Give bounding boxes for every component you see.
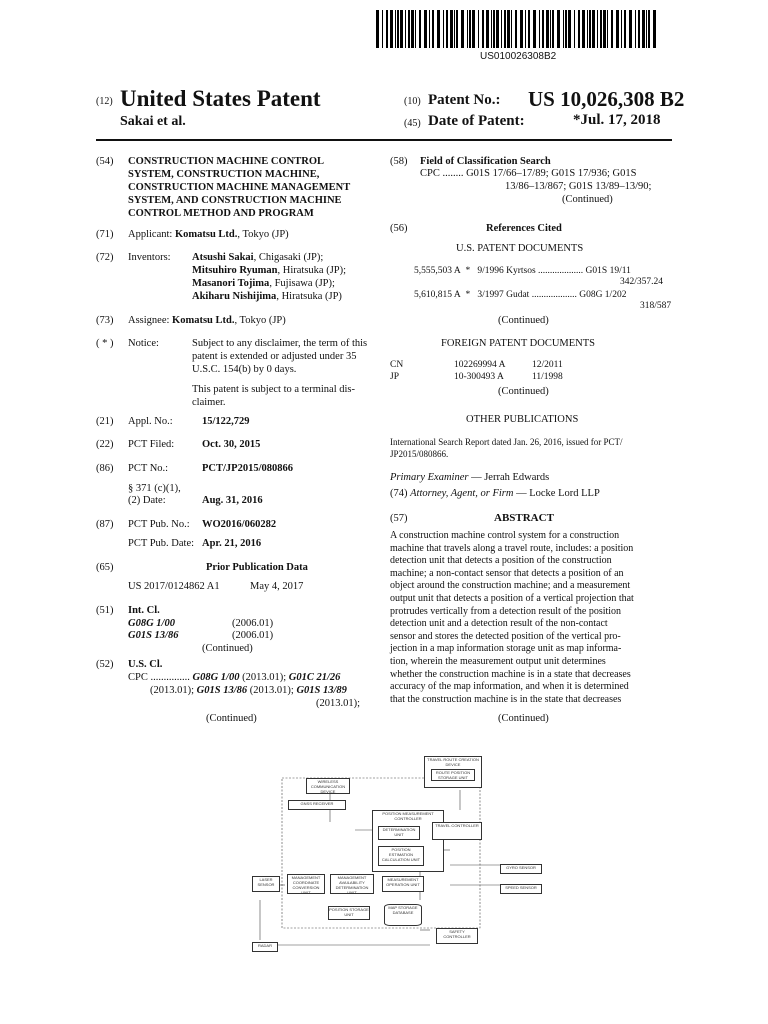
barcode-bar [397,10,399,48]
continued-note: (Continued) [206,713,257,724]
field-58-code: (58) [390,156,408,167]
barcode-bar [616,10,619,48]
abstract-title: ABSTRACT [494,512,554,524]
field-73-code: (73) [96,315,114,326]
pct-pub-no-label: PCT Pub. No.: [128,519,190,530]
us-doc-row: 5,555,503 A * 9/1996 Kyrtsos ................... G01S 19/11 [414,266,631,276]
travel-route-creation-box: TRAVEL ROUTE CREATION DEVICE ROUTE POSITION STORAGE UNIT [424,756,482,788]
laser-sensor-box: LASER SENSOR [252,876,280,892]
patent-date: *Jul. 17, 2018 [573,112,661,128]
wireless-comm-box: WIRELESS COMMUNICATION DEVICE [306,778,350,794]
barcode-bar [376,10,379,48]
estimation-box: POSITION ESTIMATION CALCULATION UNIT [378,846,424,866]
int-cl-version: (2006.01) [232,630,274,641]
int-cl-title: Int. Cl. [128,605,160,616]
foreign-country: JP [390,372,399,382]
barcode-bar [563,10,564,48]
barcode-bar [446,10,448,48]
barcode-bar [496,10,499,48]
barcode-bar [493,10,495,48]
title-line: SYSTEM, AND CONSTRUCTION MACHINE [128,195,342,206]
patent-no-label: Patent No.: [428,92,501,108]
other-publications-title: OTHER PUBLICATIONS [466,414,579,425]
barcode-bar [552,10,554,48]
barcode-bar [424,10,427,48]
title-line: SYSTEM, CONSTRUCTION MACHINE, [128,169,320,180]
continued-note: (Continued) [202,643,253,654]
barcode-bar [415,10,416,48]
barcode-bar [472,10,475,48]
barcode-bar [600,10,602,48]
map-storage-db: MAP STORAGE DATABASE [384,904,422,926]
invention-title [128,155,350,220]
notice-label: Notice: [128,338,159,349]
inventors-list [192,251,346,303]
section-371: § 371 (c)(1), [128,483,181,494]
continued-note: (Continued) [498,713,549,724]
barcode-bar [624,10,626,48]
inventor: Akiharu Nishijima, Hiratsuka (JP) [192,291,342,302]
barcode-bar [528,10,530,48]
us-docs-title: U.S. PATENT DOCUMENTS [456,243,584,254]
int-cl-class: G01S 13/86 [128,630,179,641]
pct-filed-label: PCT Filed: [128,439,175,450]
pct-no: PCT/JP2015/080866 [202,463,293,474]
barcode-bar [467,10,468,48]
header-rule [96,139,672,141]
position-storage-box: POSITION STORAGE UNIT [328,906,370,920]
barcode-bar [589,10,591,48]
route-position-storage-box: ROUTE POSITION STORAGE UNIT [431,769,475,781]
notice-text: Subject to any disclaimer, the term of this patent is extended or adjusted under 35 U.S.C. 154(b) by 0 days. This patent is subject to a terminal dis- claimer. [192,338,368,408]
barcode-bar [611,10,613,48]
barcode-bar [533,10,536,48]
abstract-text: A construction machine control system for a construction machine that travels along a travel route, includes: a position detection unit that detects a position of the construction machine; a non-contact sensor that detects a position of an object around the construction machine; and a measurement output unit that detects a position of a vertical projection that protrudes vertically from a detection result of the position detection unit and a detection result of the non-contact sensor and stores the detected position of the vertical pro- jection in a map information storage unit as map informa- tion, wherein the measurement output unit determines whether the construction machine is in a state that decreases accuracy of the map information, and when it is determined that the construction machine is in the state that decreases [390,530,634,705]
prior-pub-date: May 4, 2017 [250,581,304,592]
barcode-bar [603,10,606,48]
barcode-bar [511,10,512,48]
barcode-bar [642,10,645,48]
radar-box: RADAR [252,942,278,952]
barcode-bar [539,10,540,48]
prior-pub-number: US 2017/0124862 A1 [128,581,220,592]
barcode-bar [486,10,489,48]
barcode-bar [525,10,526,48]
determination-box: DETERMINATION UNIT [378,826,420,840]
barcode-bar [638,10,640,48]
foreign-number: 102269994 A [454,360,506,370]
classification-line: 13/86–13/867; G01S 13/89–13/90; [505,181,652,192]
barcode-bar [405,10,406,48]
barcode-bar [587,10,588,48]
notice-code: ( * ) [96,338,114,349]
classification-line: CPC ........ G01S 17/66–17/89; G01S 17/936; G01S [420,168,637,179]
barcode-bar [565,10,567,48]
cpc-line: (2013.01); [316,698,361,709]
int-cl-class: G08G 1/00 [128,618,175,629]
barcode-bar [461,10,464,48]
patent-number: US 10,026,308 B2 [528,87,685,111]
barcode-bar [546,10,549,48]
position-mgmt-box: POSITION MEASUREMENT CONTROLLER [372,810,444,872]
barcode-bar [507,10,510,48]
date-label: Date of Patent: [428,113,525,129]
barcode-bar [520,10,523,48]
pct-pub-date: Apr. 21, 2016 [202,538,262,549]
barcode-bar [542,10,544,48]
barcode-bar [501,10,502,48]
barcode-bar [597,10,598,48]
continued-note: (Continued) [498,315,549,326]
us-doc-subclass: 342/357.24 [620,277,664,287]
barcode-bar [429,10,430,48]
barcode-bar [621,10,622,48]
foreign-docs-title: FOREIGN PATENT DOCUMENTS [441,338,596,349]
title-line: CONTROL METHOD AND PROGRAM [128,208,314,219]
barcode-bar [653,10,656,48]
barcode-bar [478,10,479,48]
inventors-label: Inventors: [128,252,171,263]
barcode-number: US010026308B2 [480,51,557,62]
barcode-bar [382,10,383,48]
barcode-bar [386,10,388,48]
field-72-code: (72) [96,252,114,263]
pct-pub-no: WO2016/060282 [202,519,277,530]
cpc-line: CPC ............... G08G 1/00 (2013.01); G01C 21/26 [128,672,341,683]
safety-controller-box: SAFETY CONTROLLER [436,928,478,944]
barcode-bar [504,10,506,48]
travel-controller-box: TRAVEL CONTROLLER [432,822,482,840]
references-title: References Cited [486,223,562,234]
measurement-output-box: MEASUREMENT OPERATION UNIT [382,876,424,892]
other-publication: International Search Report dated Jan. 26, 2016, issued for PCT/ JP2015/080866. [390,437,623,459]
assignee: Assignee: Komatsu Ltd., Tokyo (JP) [128,315,286,326]
field-56-code: (56) [390,223,408,234]
field-54-code: (54) [96,156,114,167]
pct-filed-date: Oct. 30, 2015 [202,439,261,450]
barcode-bar [646,10,647,48]
barcode-bar [390,10,393,48]
barcode-bar [400,10,403,48]
attorney: (74) Attorney, Agent, or Firm — Locke Lord LLP [390,488,600,499]
patent-no-code: (10) [404,96,421,107]
us-doc-subclass: 318/587 [640,301,672,311]
title-line: CONSTRUCTION MACHINE MANAGEMENT [128,182,351,193]
barcode-bar [411,10,414,48]
us-doc-row: 5,610,815 A * 3/1997 Gudat ................... G08G 1/202 [414,290,627,300]
pct-no-label: PCT No.: [128,463,169,474]
barcode-bar [592,10,595,48]
patent-title-heading: United States Patent [120,86,321,111]
applicant: Applicant: Komatsu Ltd., Tokyo (JP) [128,229,289,240]
barcode-bar [419,10,421,48]
foreign-date: 12/2011 [532,360,563,370]
classification-search-title: Field of Classification Search [420,156,551,167]
inventor: Atsushi Sakai, Chigasaki (JP); [192,252,324,263]
inventor: Masanori Tojima, Fujisawa (JP); [192,278,335,289]
applicant-name: Komatsu Ltd. [174,229,238,240]
barcode-bar [491,10,492,48]
barcode-bar [568,10,571,48]
field-86-code: (86) [96,463,114,474]
abstract-code: (57) [390,513,408,524]
barcode-bar [443,10,444,48]
barcode-bar [450,10,453,48]
continued-note: (Continued) [562,194,613,205]
gyro-sensor-box: GYRO SENSOR [500,864,542,874]
field-21-code: (21) [96,416,114,427]
appl-no: 15/122,729 [202,416,250,427]
foreign-date: 11/1998 [532,372,563,382]
barcode-bar [550,10,551,48]
date-code: (45) [404,118,421,129]
barcode-bar [557,10,560,48]
barcode-bar [515,10,517,48]
field-65-code: (65) [96,562,114,573]
section-371-date-label: (2) Date: [128,495,166,506]
barcode-bar [578,10,580,48]
foreign-number: 10-300493 A [454,372,504,382]
prior-pub-title: Prior Publication Data [206,562,308,573]
barcode-bar [607,10,608,48]
int-cl-version: (2006.01) [232,618,274,629]
pct-pub-date-label: PCT Pub. Date: [128,538,195,549]
barcode-bar [454,10,455,48]
title-line: CONSTRUCTION MACHINE CONTROL [128,156,325,167]
field-51-code: (51) [96,605,114,616]
barcode-bar [469,10,471,48]
barcode [376,10,656,48]
field-22-code: (22) [96,439,114,450]
barcode-bar [574,10,575,48]
barcode-bar [582,10,585,48]
barcode-bar [635,10,636,48]
primary-examiner: Primary Examiner — Jerrah Edwards [390,472,550,483]
field-71-code: (71) [96,229,114,240]
field-52-code: (52) [96,659,114,670]
barcode-bar [648,10,650,48]
barcode-bar [395,10,396,48]
cpc-line: (2013.01); G01S 13/86 (2013.01); G01S 13/89 [150,685,347,696]
speed-sensor-box: SPEED SENSOR [500,884,542,894]
barcode-bar [408,10,410,48]
field-87-code: (87) [96,519,114,530]
barcode-bar [629,10,632,48]
barcode-bar [437,10,440,48]
barcode-bar [456,10,458,48]
authors: Sakai et al. [120,114,186,129]
gnss-receiver-box: GNSS RECEIVER [288,800,346,810]
foreign-country: CN [390,360,404,370]
appl-no-label: Appl. No.: [128,416,173,427]
inventor: Mitsuhiro Ryuman, Hiratsuka (JP); [192,265,347,276]
barcode-bar [432,10,434,48]
us-cl-title: U.S. Cl. [128,659,163,670]
continued-note: (Continued) [498,386,549,397]
doc-kind-code: (12) [96,96,113,107]
availability-box: MANAGEMENT AVAILABILITY DETERMINATION UNIT [330,874,374,894]
coord-conv-box: MANAGEMENT COORDINATE CONVERSION UNIT [287,874,325,894]
section-371-date: Aug. 31, 2016 [202,495,263,506]
barcode-bar [482,10,484,48]
